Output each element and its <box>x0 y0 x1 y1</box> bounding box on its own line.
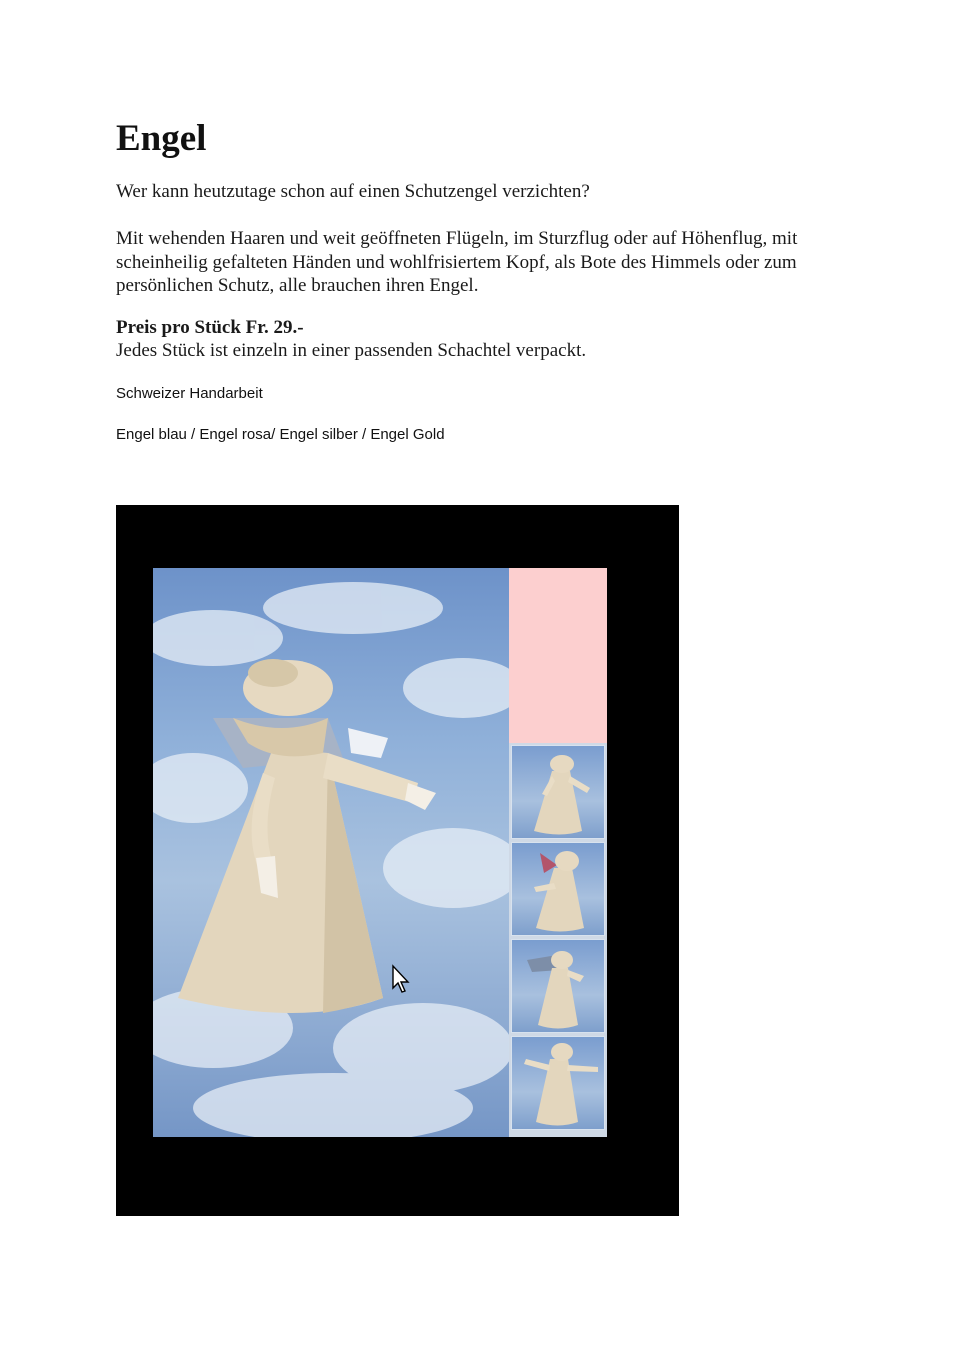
cursor-arrow-icon <box>393 966 408 992</box>
packaging-text: Jedes Stück ist einzeln in einer passenden Schachtel verpackt. <box>116 340 587 361</box>
angel-thumbnail-4 <box>511 1036 605 1130</box>
angel-thumbnail-1 <box>511 745 605 839</box>
thumbnail-column <box>509 568 607 1137</box>
color-swatch-pink <box>509 568 607 743</box>
origin-text: Schweizer Handarbeit <box>116 385 263 402</box>
variants-text: Engel blau / Engel rosa/ Engel silber / Engel Gold <box>116 426 445 443</box>
intro-text: Wer kann heutzutage schon auf einen Schutzengel verzichten? <box>116 181 590 202</box>
angel-thumbnail-2 <box>511 842 605 936</box>
price-text: Preis pro Stück Fr. 29.- <box>116 317 304 338</box>
angel-photo-gallery <box>116 505 679 1216</box>
description-text: Mit wehenden Haaren und weit geöffneten Flügeln, im Sturzflug oder auf Höhenflug, mit scheinheilig gefalteten Händen und wohlfrisiertem Kopf, als Bote des Himmels oder zum persönlichen Schutz, alle brauchen ihren Engel. <box>116 228 798 296</box>
page-title: Engel <box>116 118 207 159</box>
main-angel-image <box>153 568 509 1137</box>
angel-thumbnail-3 <box>511 939 605 1033</box>
